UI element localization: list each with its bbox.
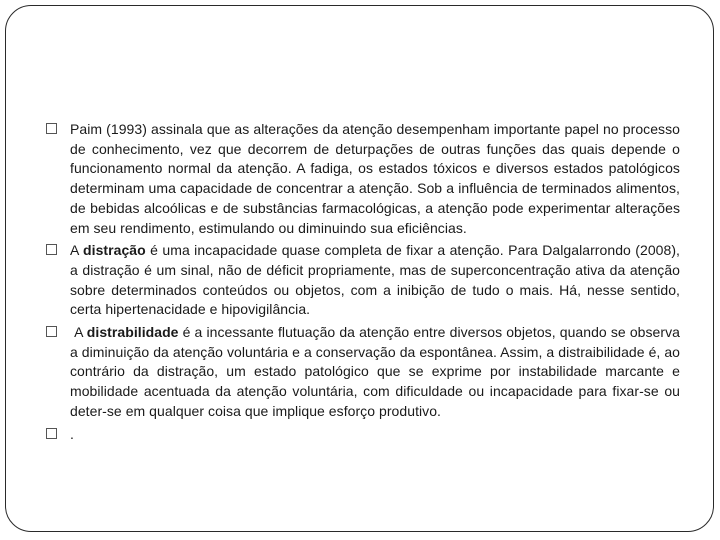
square-bullet-icon <box>46 244 57 255</box>
bullet-item <box>46 241 680 320</box>
bullet-text-prefix: Paim (1993) assinala que as alterações da atenção desempenham importante papel no processo de conhecimento, vez que decorrem de deturpações de outras funções das quais depende o funcionamento normal da atenção. A fadiga, os estados tóxicos e diversos estados patológicos determinam uma capacidade de concentrar a atenção. Sob a influência de terminados alimentos, de bebidas alcoólicas e de substâncias farmacológicas, a atenção pode experimentar alterações em seu rendimento, estimulando ou diminuindo sua eficiências. <box>70 121 680 236</box>
bullet-text-prefix: . <box>70 425 74 442</box>
bullet-text-bold: distrabilidade <box>86 324 179 341</box>
bullet-item <box>46 425 680 445</box>
bullet-text-prefix: A <box>70 242 84 259</box>
bullet-text <box>70 425 680 445</box>
square-bullet-icon <box>46 326 57 337</box>
square-bullet-icon <box>46 428 57 439</box>
bullet-item <box>46 323 680 422</box>
slide-frame <box>5 5 714 532</box>
bullet-text-bold: distração <box>83 242 146 259</box>
bullet-text-prefix: A <box>70 324 87 341</box>
bullet-item <box>46 120 680 238</box>
square-bullet-icon <box>46 123 57 134</box>
bullet-list <box>46 120 680 447</box>
bullet-text-suffix: é uma incapacidade quase completa de fixar a atenção. Para Dalgalarrondo (2008), a distração é um sinal, não de déficit propriamente, mas de superconcentração ativa da atenção sobre determinados conteúdos ou objetos, com a inibição de tudo o mais. Há, nesse sentido, certa hipertenacidade e hipovigilância. <box>70 242 680 318</box>
bullet-text <box>70 323 680 422</box>
bullet-text-suffix: é a incessante flutuação da atenção entre diversos objetos, quando se observa a diminuição da atenção voluntária e a conservação da espontânea. Assim, a distraibilidade é, ao contrário da distração, um estado patológico que se exprime por instabilidade marcante e mobilidade acentuada da atenção voluntária, com dificuldade ou incapacidade para fixar-se ou deter-se em qualquer coisa que implique esforço produtivo. <box>70 324 680 419</box>
bullet-text <box>70 120 680 238</box>
bullet-text <box>70 241 680 320</box>
